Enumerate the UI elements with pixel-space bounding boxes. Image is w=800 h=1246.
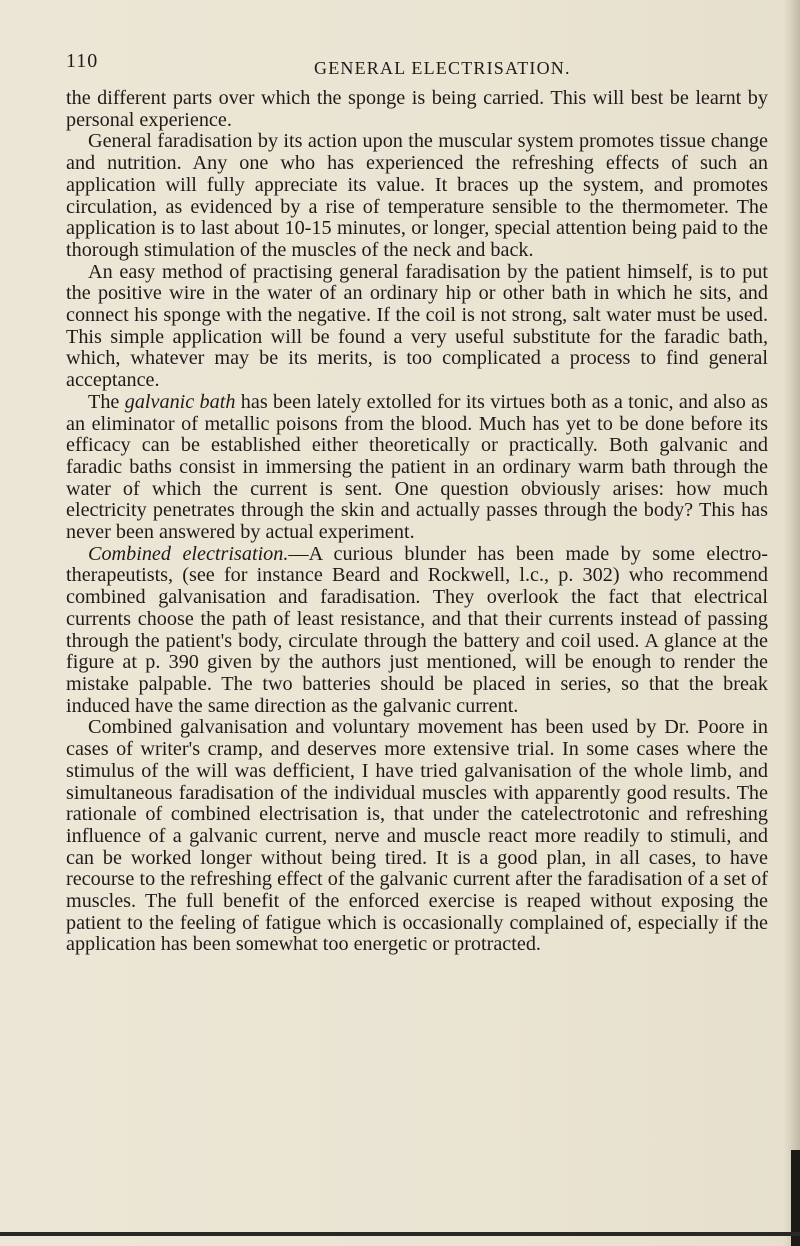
paragraph <box>66 88 768 131</box>
paragraph-lead: The <box>88 390 125 413</box>
paragraph <box>66 544 768 718</box>
paragraph <box>66 392 768 544</box>
paragraph-text: the different parts over which the sponge is being carried. This will best be learnt by personal experience. <box>66 87 768 131</box>
body-text <box>66 88 768 956</box>
page-edge-shadow <box>784 0 800 1246</box>
paragraph-text: —A curious blunder has been made by some electro-therapeutists, (see for instance Beard and Rockwell, l.c., p. 302) who recommend combined galvanisation and faradisation. They overlook the fact that electrical currents choose the path of least resistance, and that their currents instead of passing through the patient's body, circulate through the battery and coil used. A glance at the figure at p. 390 given by the authors just mentioned, will be enough to render the mistake palpable. The two batteries should be placed in series, so that the break induced have the same direction as the galvanic current. <box>66 542 769 717</box>
page-number: 110 <box>66 50 99 72</box>
paragraph-text: Combined galvanisation and voluntary movement has been used by Dr. Poore in cases of writer's cramp, and deserves more extensive trial. In some cases where the stimulus of the will was defficient, I have tried galvanisation of the whole limb, and simultaneous faradisation of the individual muscles with apparently good results. The rationale of combined electrisation is, that under the catelectrotonic and refreshing influence of a galvanic current, nerve and muscle react more readily to stimuli, and can be worked longer without being tired. It is a good plan, in all cases, to have recourse to the refreshing effect of the galvanic current after the faradisation of a set of muscles. The full benefit of the enforced exercise is reaped without exposing the patient to the feeling of fatigue which is occasionally complained of, especially if the application has been somewhat too energetic or protracted. <box>66 716 768 956</box>
paragraph-text: has been lately extolled for its virtues both as a tonic, and also as an eliminator of metallic poisons from the blood. Much has yet to be done before its efficacy can be established either theoretically or practically. Both galvanic and faradic baths consist in immersing the patient in an ordinary warm bath through the water of which the current is sent. One question obviously arises: how much electricity penetrates through the skin and actually passes through the body? This has never been answered by actual experiment. <box>66 390 768 544</box>
paragraph <box>66 262 768 392</box>
section-heading-italic: Combined electrisation. <box>88 542 289 565</box>
paragraph <box>66 131 768 261</box>
italic-term: galvanic bath <box>124 390 236 413</box>
paragraph-text: General faradisation by its action upon the muscular system promotes tissue change and nutrition. Any one who has experienced the refreshing effects of such an application will fully appreciate its value. It braces up the system, and promotes circulation, as evidenced by a rise of temperature sensible to the thermometer. The application is to last about 10-15 minutes, or longer, special attention being paid to the thorough stimulation of the muscles of the neck and back. <box>66 130 768 261</box>
bottom-edge-line <box>0 1232 800 1236</box>
paragraph-text: An easy method of practising general faradisation by the patient himself, is to put the positive wire in the water of an ordinary hip or other bath in which he sits, and connect his sponge with the negative. If the coil is not strong, salt water must be used. This simple application will be found a very useful substitute for the faradic bath, which, whatever may be its merits, is too complicated a process to find general acceptance. <box>66 260 768 392</box>
running-head: GENERAL ELECTRISATION. <box>314 58 571 78</box>
paragraph <box>66 717 768 956</box>
